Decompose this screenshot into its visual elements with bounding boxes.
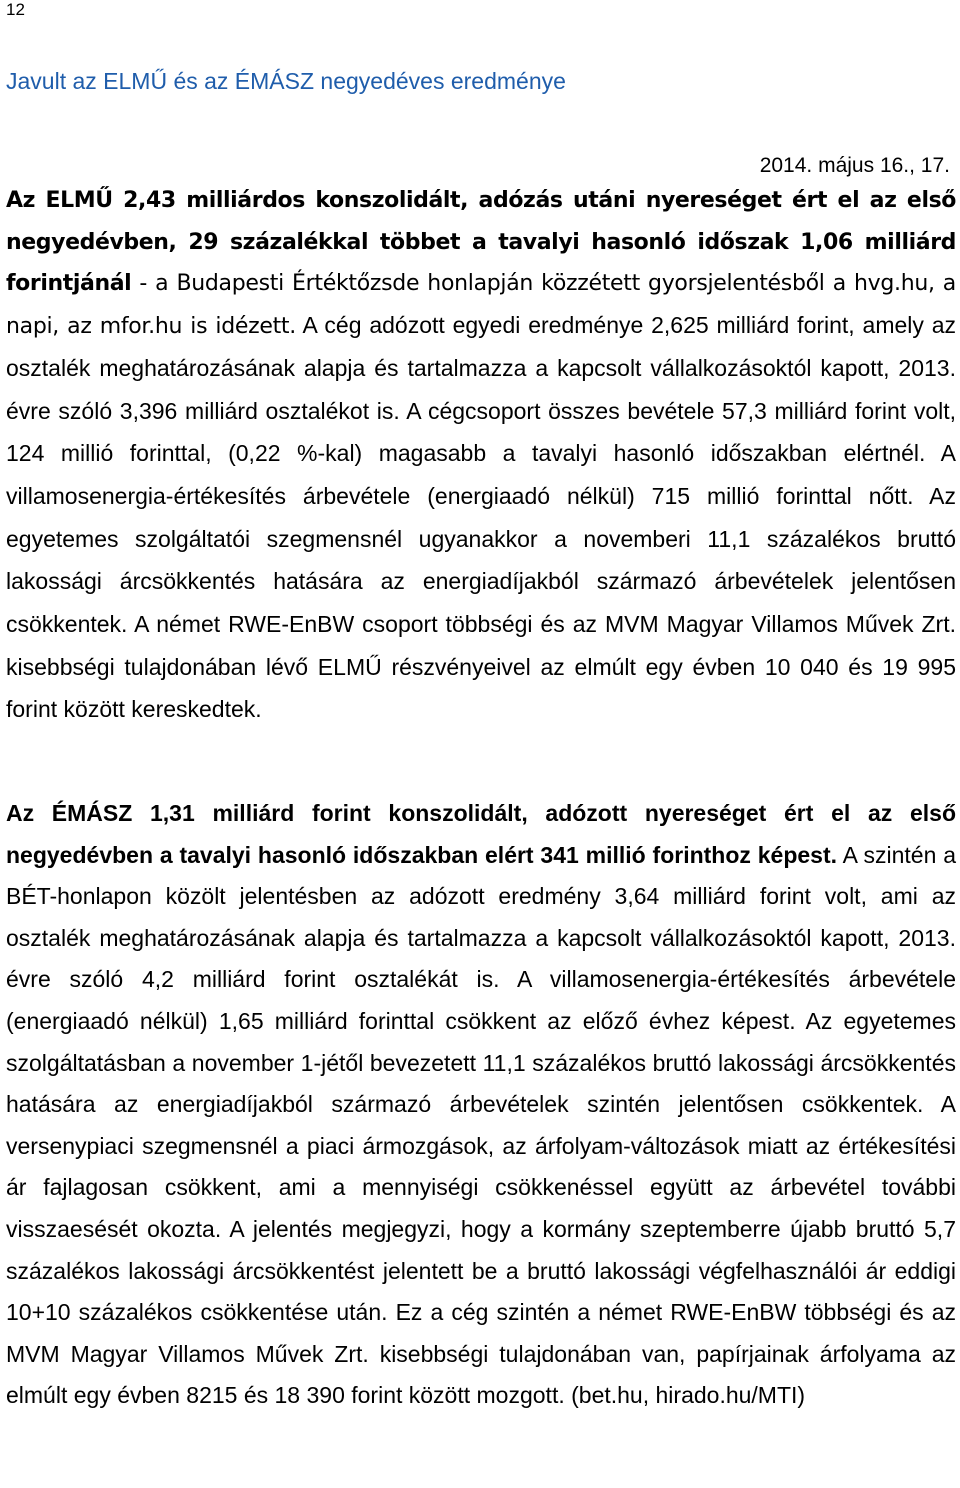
elmu-lead: Az ELMŰ 2,43 milliárdos konszolidált, adózás utáni nyereséget ért el az első negyedévben, 29 százalékkal többet a tavalyi hasonló időszak 1,06 milliárd forintjánál (6, 188, 956, 297)
page-number: 12 (6, 0, 25, 19)
article-date: 2014. május 16., 17. (759, 154, 950, 177)
elmu-paragraph (6, 180, 956, 732)
elmu-source: - a Budapesti Értéktőzsde honlapján közzétett gyorsjelentésből a hvg.hu, a napi, az mfor.hu is idézett. (6, 271, 956, 340)
elmu-body: A cég adózott egyedi eredménye 2,625 milliárd forint, amely az osztalék meghatározásának alapja és tartalmazza a kapcsolt vállalkozásoktól kapott, 2013. évre szóló 3,396 milliárd osztalékot is. A cégcsoport összes bevétele 57,3 milliárd forint volt, 124 millió forinttal, (0,22 %-kal) magasabb a tavalyi hasonló időszakban elértnél. A villamosenergia-értékesítés árbevétele (energiaadó nélkül) 715 millió forinttal nőtt. Az egyetemes szolgáltatói szegmensnél ugyanakkor a novemberi 11,1 százalékos bruttó lakossági árcsökkentés hatására az energiadíjakból származó árbevételek jelentősen csökkentek. A német RWE-EnBW csoport többségi és az MVM Magyar Villamos Művek Zrt. kisebbségi tulajdonában lévő ELMŰ részvényeivel az elmúlt egy évben 10 040 és 19 995 forint között kereskedtek. (6, 312, 957, 723)
emasz-body: A szintén a BÉT-honlapon közölt jelentésben az adózott eredmény 3,64 milliárd forint volt, ami az osztalék meghatározásának alapja és tartalmazza a kapcsolt vállalkozásoktól kapott, 2013. évre szóló 4,2 milliárd forint osztalékát is. A villamosenergia-értékesítés árbevétele (energiaadó nélkül) 1,65 milliárd forinttal csökkent az előző évhez képest. Az egyetemes szolgáltatásban a november 1-jétől bevezetett 11,1 százalékos bruttó lakossági árcsökkentés hatására az energiadíjakból származó árbevételek szintén jelentősen csökkentek. A versenypiaci szegmensnél a piaci ármozgások, az árfolyam-változások miatt az értékesítési ár fajlagosan csökkent, ami a mennyiségi csökkenéssel együtt az árbevétel további visszaesését okozta. A jelentés megjegyzi, hogy a kormány szeptemberre újabb bruttó 5,7 százalékos lakossági árcsökkentést jelentett be a bruttó lakossági végfelhasználói ár eddigi 10+10 százalékos csökkentése után. Ez a cég szintén a német RWE-EnBW többségi és az MVM Magyar Villamos Művek Zrt. kisebbségi tulajdonában van, papírjainak árfolyama az elmúlt egy évben 8215 és 18 390 forint között mozgott. (bet.hu, hirado.hu/MTI) (6, 841, 957, 1409)
emasz-lead: Az ÉMÁSZ 1,31 milliárd forint konszolidált, adózott nyereséget ért el az első negyedévben a tavalyi hasonló időszakban elért 341 millió forinthoz képest. (6, 800, 956, 868)
article-title: Javult az ELMŰ és az ÉMÁSZ negyedéves eredménye (6, 68, 566, 94)
emasz-paragraph (6, 793, 956, 1417)
